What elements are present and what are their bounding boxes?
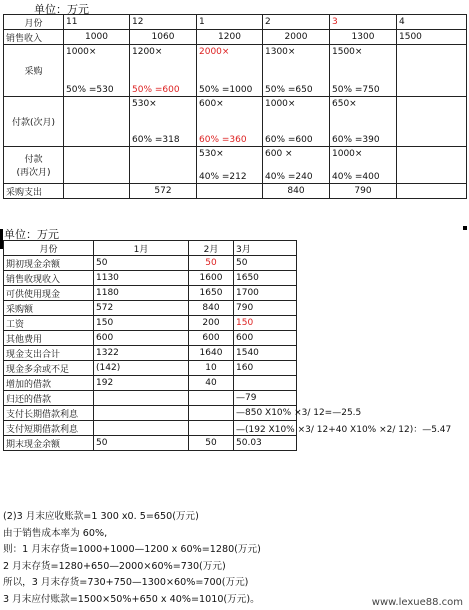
value-cell: 50.03 bbox=[234, 436, 297, 451]
purchase-cell: 1500× 50% =750 bbox=[330, 45, 397, 97]
value-cell bbox=[189, 406, 234, 421]
value-cell: 600 bbox=[94, 331, 189, 346]
row-label: 支付短期借款利息 bbox=[4, 421, 94, 436]
value-cell: —(192 X10% ×3/ 12+40 X10% ×2/ 12)：—5.47 bbox=[234, 421, 297, 436]
header-cell: 2月 bbox=[189, 241, 234, 256]
pay-after-cell: 600 × 40% =240 bbox=[263, 147, 330, 184]
header-cell: 2 bbox=[263, 15, 330, 30]
row-label: 其他费用 bbox=[4, 331, 94, 346]
table-row bbox=[4, 346, 297, 361]
pay-after-cell: 530× 40% =212 bbox=[197, 147, 263, 184]
value-cell: 790 bbox=[234, 301, 297, 316]
value-cell: 1640 bbox=[189, 346, 234, 361]
table-row bbox=[4, 256, 297, 271]
value-cell: 40 bbox=[189, 376, 234, 391]
value-cell: 572 bbox=[94, 301, 189, 316]
header-cell: 月份 bbox=[4, 241, 94, 256]
sales-cell: 1500 bbox=[397, 30, 467, 45]
value-cell: 1540 bbox=[234, 346, 297, 361]
row-label: 采购支出 bbox=[4, 184, 64, 199]
value-cell: 50 bbox=[189, 256, 234, 271]
value-cell: 600 bbox=[234, 331, 297, 346]
value-cell: 1600 bbox=[189, 271, 234, 286]
unit-label-2: 单位：万元 bbox=[4, 228, 59, 241]
table-row bbox=[4, 376, 297, 391]
row-label: 增加的借款 bbox=[4, 376, 94, 391]
value-cell bbox=[189, 391, 234, 406]
row-label: 采购额 bbox=[4, 301, 94, 316]
purchase-table bbox=[3, 14, 467, 199]
row-label: 期初现金余额 bbox=[4, 256, 94, 271]
value-cell: 50 bbox=[94, 436, 189, 451]
table-row bbox=[4, 361, 297, 376]
value-cell bbox=[234, 376, 297, 391]
value-cell: 150 bbox=[234, 316, 297, 331]
pay-after-cell: 1000× 40% =400 bbox=[330, 147, 397, 184]
row-label: 支付长期借款利息 bbox=[4, 406, 94, 421]
pay-next-cell: 530× 60% =318 bbox=[130, 97, 197, 147]
row-label: 销售收现收入 bbox=[4, 271, 94, 286]
value-cell bbox=[94, 421, 189, 436]
value-cell: 1650 bbox=[189, 286, 234, 301]
value-cell: —79 bbox=[234, 391, 297, 406]
notes bbox=[3, 509, 469, 608]
row-label: 期末现金余额 bbox=[4, 436, 94, 451]
table-row bbox=[4, 271, 297, 286]
value-cell: 150 bbox=[94, 316, 189, 331]
sales-cell: 1200 bbox=[197, 30, 263, 45]
value-cell: —850 X10% ×3/ 12=—25.5 bbox=[234, 406, 297, 421]
row-label: 销售收入 bbox=[4, 30, 64, 45]
value-cell bbox=[94, 406, 189, 421]
row-label: 可供使用现金 bbox=[4, 286, 94, 301]
value-cell: 192 bbox=[94, 376, 189, 391]
row-label: 付款(次月) bbox=[4, 97, 64, 147]
value-cell: 1650 bbox=[234, 271, 297, 286]
value-cell: (142) bbox=[94, 361, 189, 376]
row-label: 付款 (再次月) bbox=[4, 147, 64, 184]
header-cell: 3 bbox=[330, 15, 397, 30]
header-cell: 4 bbox=[397, 15, 467, 30]
value-cell: 840 bbox=[189, 301, 234, 316]
purchase-out-cell: 840 bbox=[263, 184, 330, 199]
header-cell: 1月 bbox=[94, 241, 189, 256]
note-line: 2 月末存货=1280+650—2000×60%=730(万元) bbox=[3, 560, 226, 572]
value-cell: 50 bbox=[234, 256, 297, 271]
purchase-cell: 2000× 50% =1000 bbox=[197, 45, 263, 97]
value-cell: 600 bbox=[189, 331, 234, 346]
row-label: 现金多余或不足 bbox=[4, 361, 94, 376]
table-row bbox=[4, 391, 297, 406]
table-row bbox=[4, 316, 297, 331]
sales-cell: 1060 bbox=[130, 30, 197, 45]
value-cell: 1130 bbox=[94, 271, 189, 286]
purchase-cell: 1000× 50% =530 bbox=[64, 45, 130, 97]
table-row bbox=[4, 406, 297, 421]
value-cell: 1700 bbox=[234, 286, 297, 301]
row-label: 采购 bbox=[4, 45, 64, 97]
sales-cell: 2000 bbox=[263, 30, 330, 45]
value-cell: 50 bbox=[94, 256, 189, 271]
table-row bbox=[4, 286, 297, 301]
header-cell: 1 bbox=[197, 15, 263, 30]
value-cell bbox=[94, 391, 189, 406]
value-cell: 160 bbox=[234, 361, 297, 376]
row-label: 归还的借款 bbox=[4, 391, 94, 406]
value-cell: 200 bbox=[189, 316, 234, 331]
purchase-cell: 1200× 50% =600 bbox=[130, 45, 197, 97]
edge-mark bbox=[463, 226, 467, 230]
note-line: 由于销售成本率为 60%, bbox=[3, 527, 108, 539]
value-cell: 10 bbox=[189, 361, 234, 376]
purchase-cell: 1300× 50% =650 bbox=[263, 45, 330, 97]
note-line: 所以，3 月末存货=730+750—1300×60%=700(万元) bbox=[3, 577, 249, 588]
note-line: (2)3 月末应收账款=1 300 x0. 5=650(万元) bbox=[3, 511, 199, 522]
pay-next-cell: 600× 60% =360 bbox=[197, 97, 263, 147]
header-cell: 3月 bbox=[234, 241, 297, 256]
table-row bbox=[4, 421, 297, 436]
header-cell: 月份 bbox=[4, 15, 64, 30]
purchase-out-cell: 790 bbox=[330, 184, 397, 199]
note-line: 3 月末应付账款=1500×50%+650 x 40%=1010(万元)。 bbox=[3, 593, 260, 605]
header-cell: 11 bbox=[64, 15, 130, 30]
pay-next-cell: 1000× 60% =600 bbox=[263, 97, 330, 147]
note-line: 则：1 月末存货=1000+1000—1200 x 60%=1280(万元) bbox=[3, 544, 261, 555]
pay-next-cell: 650× 60% =390 bbox=[330, 97, 397, 147]
value-cell bbox=[189, 421, 234, 436]
cash-budget-table bbox=[3, 240, 452, 451]
watermark: www.lexue88.com bbox=[371, 597, 463, 608]
row-label: 工资 bbox=[4, 316, 94, 331]
purchase-out-cell: 572 bbox=[130, 184, 197, 199]
table-row bbox=[4, 436, 297, 451]
table-row bbox=[4, 301, 297, 316]
header-cell: 12 bbox=[130, 15, 197, 30]
row-label: 现金支出合计 bbox=[4, 346, 94, 361]
value-cell: 1180 bbox=[94, 286, 189, 301]
sales-cell: 1300 bbox=[330, 30, 397, 45]
value-cell: 1322 bbox=[94, 346, 189, 361]
sales-cell: 1000 bbox=[64, 30, 130, 45]
unit-label-1: 单位：万元 bbox=[34, 3, 89, 16]
table-row bbox=[4, 331, 297, 346]
value-cell: 50 bbox=[189, 436, 234, 451]
